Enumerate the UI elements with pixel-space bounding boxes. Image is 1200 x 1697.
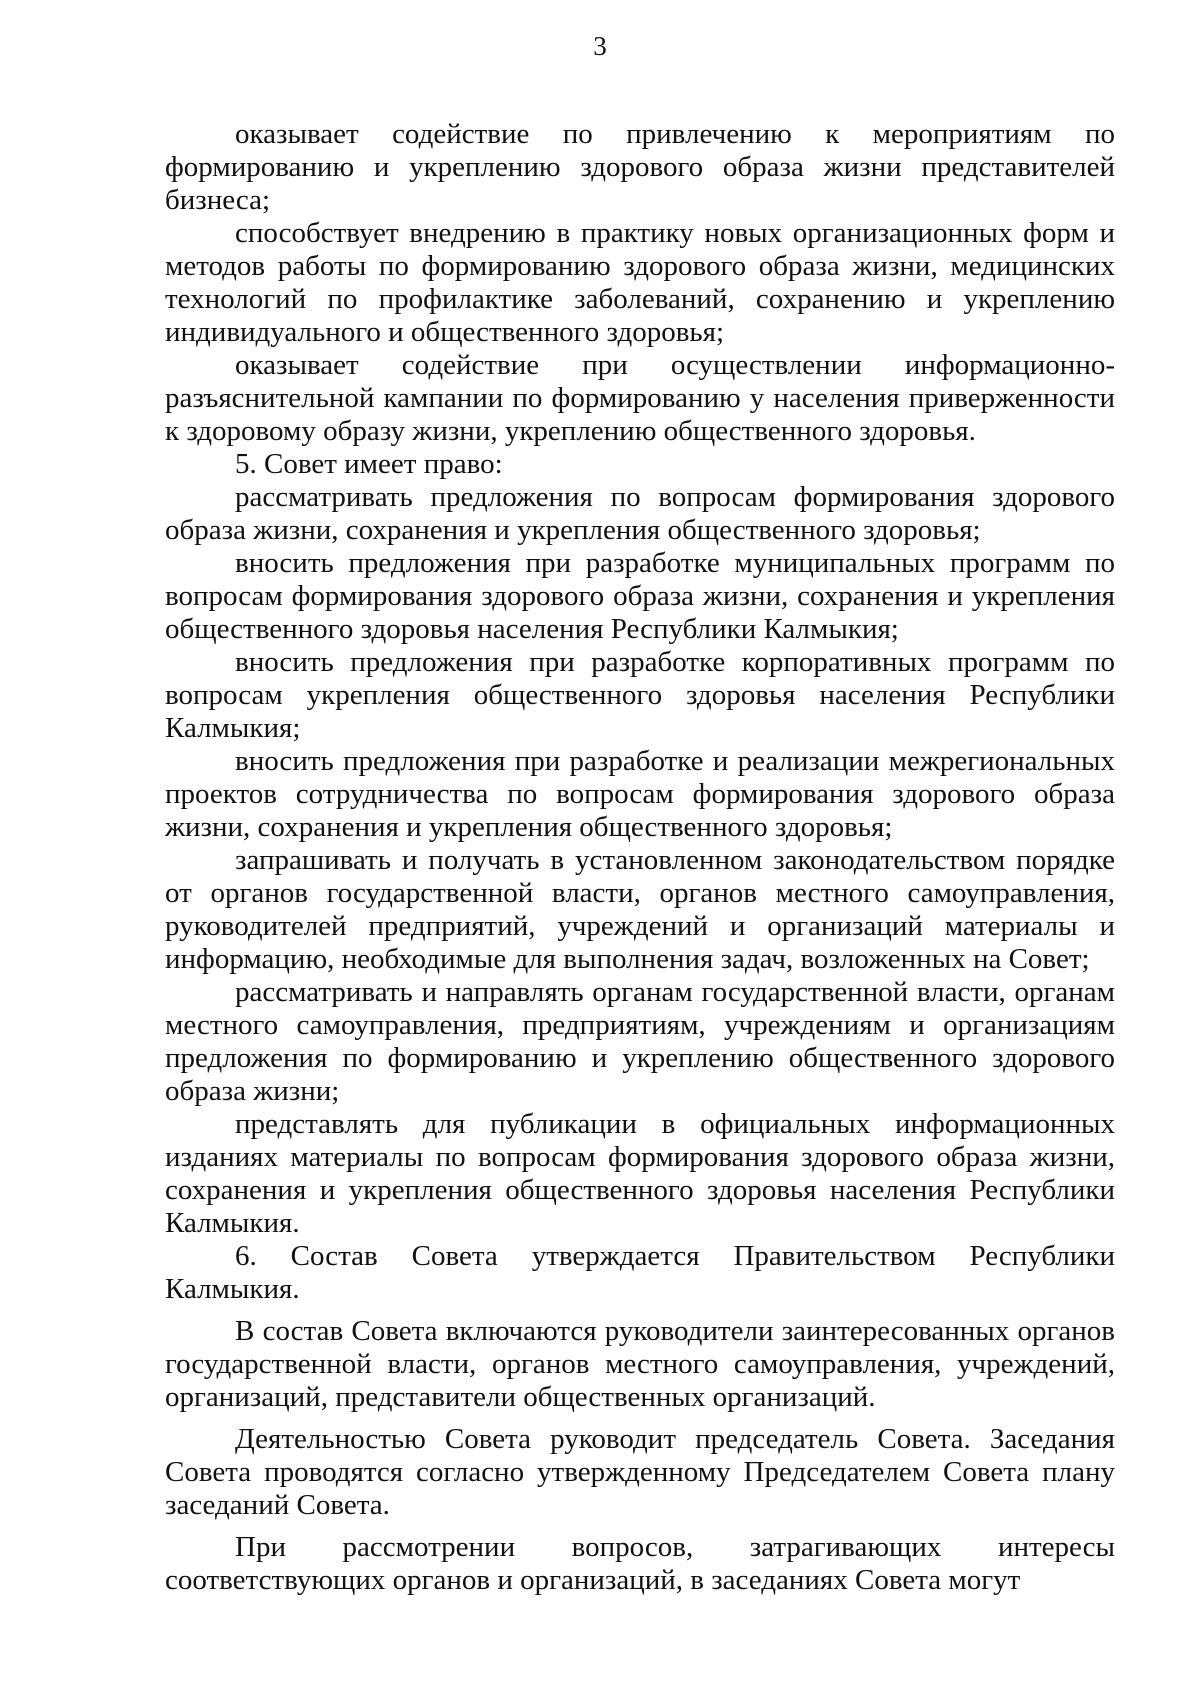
paragraph-council-composition: 6. Состав Совета утверждается Правительством Республики Калмыкия. — [165, 1240, 1115, 1305]
paragraph-new-methods: способствует внедрению в практику новых организационных форм и методов работы по формированию здорового образа жизни, медицинских технологий по профилактике заболеваний, сохранению и укреплению индивидуального и общественного здоровья; — [165, 217, 1115, 348]
paragraph-business-involvement: оказывает содействие по привлечению к мероприятиям по формированию и укреплению здорового образа жизни представителей бизнеса; — [165, 118, 1115, 216]
paragraph-municipal-programs: вносить предложения при разработке муниципальных программ по вопросам формирования здорового образа жизни, сохранения и укрепления общественного здоровья населения Республики Калмыкия; — [165, 547, 1115, 645]
paragraph-council-rights-heading: 5. Совет имеет право: — [235, 448, 503, 480]
paragraph-request-information: запрашивать и получать в установленном законодательством порядке от органов государственной власти, органов местного самоуправления, руководителей предприятий, учреждений и организаций материалы и информацию, необходимые для выполнения задач, возложенных на Совет; — [165, 844, 1115, 975]
paragraph-consider-proposals: рассматривать предложения по вопросам формирования здорового образа жизни, сохранения и укрепления общественного здоровья; — [165, 481, 1115, 546]
paragraph-send-proposals: рассматривать и направлять органам государственной власти, органам местного самоуправления, предприятиям, учреждениям и организациям предложения по формированию и укреплению общественного здорового образа жизни; — [165, 976, 1115, 1107]
paragraph-information-campaign: оказывает содействие при осуществлении информационно-разъяснительной кампании по формированию у населения приверженности к здоровому образу жизни, укреплению общественного здоровья. — [165, 349, 1115, 447]
paragraph-chairman: Деятельностью Совета руководит председатель Совета. Заседания Совета проводятся согласно утвержденному Председателем Совета плану заседаний Совета. — [165, 1423, 1115, 1521]
paragraph-interregional-projects: вносить предложения при разработке и реализации межрегиональных проектов сотрудничества по вопросам формирования здорового образа жизни, сохранения и укрепления общественного здоровья; — [165, 745, 1115, 843]
page-number: 3 — [593, 31, 607, 61]
paragraph-corporate-programs: вносить предложения при разработке корпоративных программ по вопросам укрепления общественного здоровья населения Республики Калмыкия; — [165, 646, 1115, 744]
paragraph-meeting-participants: При рассмотрении вопросов, затрагивающих интересы соответствующих органов и организаций, в заседаниях Совета могут — [165, 1531, 1115, 1596]
document-body — [165, 118, 1115, 1597]
paragraph-council-members: В состав Совета включаются руководители заинтересованных органов государственной власти, органов местного самоуправления, учреждений, организаций, представители общественных организаций. — [165, 1315, 1115, 1413]
paragraph-publications: представлять для публикации в официальных информационных изданиях материалы по вопросам формирования здорового образа жизни, сохранения и укрепления общественного здоровья населения Республики Калмыкия. — [165, 1108, 1115, 1239]
